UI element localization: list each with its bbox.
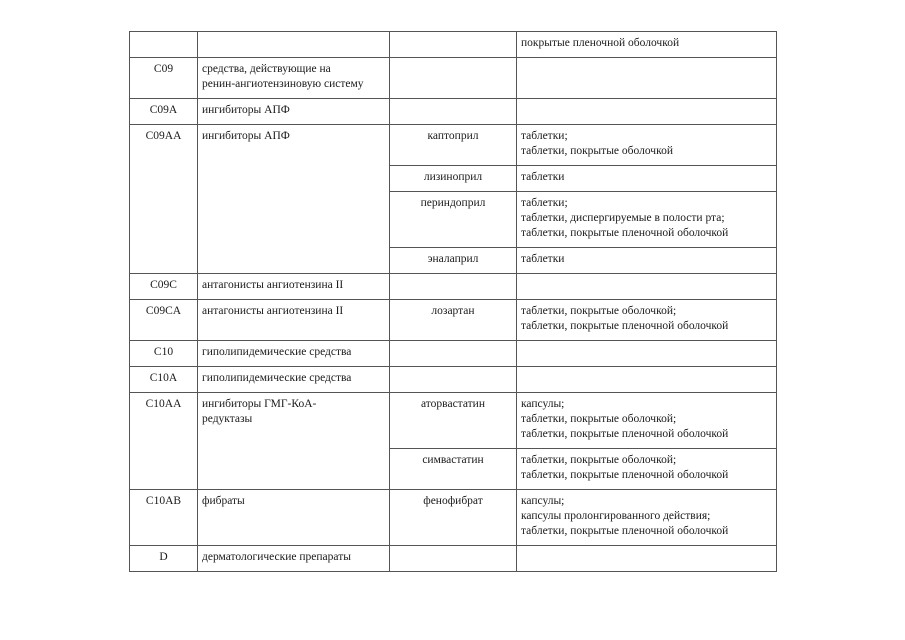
group-name-cell (198, 58, 390, 99)
dosage-form-cell (517, 393, 777, 449)
drug-list-table (129, 31, 777, 572)
dosage-form-cell (517, 367, 777, 393)
atc-code-cell: D (130, 546, 198, 572)
atc-code-cell: C09CA (130, 300, 198, 341)
dosage-form-cell (517, 99, 777, 125)
dosage-form-cell (517, 125, 777, 166)
table-row (130, 367, 777, 393)
table-row (130, 546, 777, 572)
group-name-cell (198, 125, 390, 274)
group-name-line: ингибиторы ГМГ-КоА- (202, 398, 317, 410)
table-row (130, 490, 777, 546)
dosage-form-cell (517, 248, 777, 274)
dosage-form-cell (517, 341, 777, 367)
dosage-form-line: таблетки, покрытые оболочкой; (521, 454, 677, 466)
inn-cell: аторвастатин (390, 393, 517, 449)
dosage-form-line: таблетки, диспергируемые в полости рта; (521, 212, 725, 224)
group-name-line: антагонисты ангиотензина II (202, 305, 344, 317)
inn-cell (390, 341, 517, 367)
group-name-cell (198, 32, 390, 58)
group-name-line: гиполипидемические средства (202, 346, 352, 358)
dosage-form-cell (517, 192, 777, 248)
table-row (130, 125, 777, 166)
dosage-form-line: капсулы; (521, 495, 565, 507)
group-name-line: дерматологические препараты (202, 551, 351, 563)
table-row (130, 393, 777, 449)
table-row (130, 341, 777, 367)
atc-code-cell: C10AB (130, 490, 198, 546)
dosage-form-line: покрытые пленочной оболочкой (521, 37, 680, 49)
group-name-cell (198, 546, 390, 572)
group-name-line: редуктазы (202, 413, 253, 425)
dosage-form-cell (517, 58, 777, 99)
group-name-line: ренин-ангиотензиновую систему (202, 78, 364, 90)
dosage-form-line: таблетки; (521, 130, 568, 142)
dosage-form-cell (517, 546, 777, 572)
dosage-form-line: таблетки, покрытые оболочкой; (521, 413, 677, 425)
dosage-form-cell (517, 449, 777, 490)
inn-cell: лозартан (390, 300, 517, 341)
group-name-cell (198, 341, 390, 367)
dosage-form-cell (517, 274, 777, 300)
atc-code-cell: C09A (130, 99, 198, 125)
dosage-form-line: таблетки, покрытые оболочкой; (521, 305, 677, 317)
table-row (130, 274, 777, 300)
inn-cell (390, 58, 517, 99)
table-row (130, 99, 777, 125)
group-name-line: гиполипидемические средства (202, 372, 352, 384)
group-name-cell (198, 300, 390, 341)
dosage-form-line: таблетки (521, 171, 565, 183)
group-name-line: ингибиторы АПФ (202, 104, 290, 116)
dosage-form-line: таблетки, покрытые пленочной оболочкой (521, 227, 729, 239)
dosage-form-cell (517, 490, 777, 546)
group-name-line: средства, действующие на (202, 63, 331, 75)
inn-cell (390, 367, 517, 393)
atc-code-cell: C10A (130, 367, 198, 393)
dosage-form-cell (517, 32, 777, 58)
group-name-line: фибраты (202, 495, 245, 507)
dosage-form-line: таблетки, покрытые пленочной оболочкой (521, 525, 729, 537)
inn-cell: симвастатин (390, 449, 517, 490)
group-name-cell (198, 393, 390, 490)
group-name-cell (198, 490, 390, 546)
group-name-cell (198, 274, 390, 300)
inn-cell (390, 32, 517, 58)
dosage-form-line: таблетки, покрытые пленочной оболочкой (521, 428, 729, 440)
inn-cell (390, 546, 517, 572)
inn-cell: периндоприл (390, 192, 517, 248)
group-name-cell (198, 367, 390, 393)
atc-code-cell: C09AA (130, 125, 198, 274)
inn-cell (390, 274, 517, 300)
dosage-form-line: таблетки, покрытые пленочной оболочкой (521, 320, 729, 332)
dosage-form-cell (517, 300, 777, 341)
atc-code-cell: C10AA (130, 393, 198, 490)
atc-code-cell: C09 (130, 58, 198, 99)
table-row (130, 300, 777, 341)
atc-code-cell: C10 (130, 341, 198, 367)
inn-cell: эналаприл (390, 248, 517, 274)
inn-cell: каптоприл (390, 125, 517, 166)
inn-cell: фенофибрат (390, 490, 517, 546)
dosage-form-line: таблетки, покрытые пленочной оболочкой (521, 469, 729, 481)
dosage-form-line: капсулы; (521, 398, 565, 410)
atc-code-cell: C09C (130, 274, 198, 300)
dosage-form-line: таблетки (521, 253, 565, 265)
group-name-cell (198, 99, 390, 125)
group-name-line: антагонисты ангиотензина II (202, 279, 344, 291)
table-row (130, 58, 777, 99)
dosage-form-line: капсулы пролонгированного действия; (521, 510, 711, 522)
atc-code-cell (130, 32, 198, 58)
table-row (130, 32, 777, 58)
dosage-form-line: таблетки; (521, 197, 568, 209)
group-name-line: ингибиторы АПФ (202, 130, 290, 142)
dosage-form-line: таблетки, покрытые оболочкой (521, 145, 673, 157)
inn-cell: лизиноприл (390, 166, 517, 192)
dosage-form-cell (517, 166, 777, 192)
inn-cell (390, 99, 517, 125)
